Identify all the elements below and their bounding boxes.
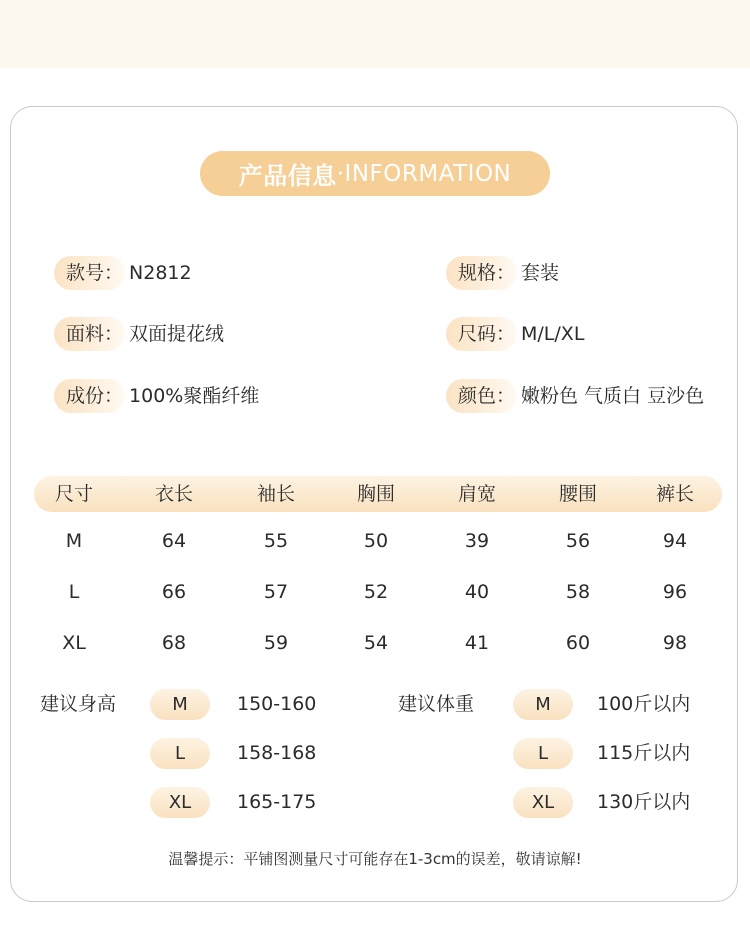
table-cell: 54 (363, 632, 389, 654)
table-cell: 60 (565, 632, 591, 654)
recommended-weight-label: 建议体重 (398, 693, 475, 715)
table-cell: 52 (363, 581, 389, 603)
table-cell: 96 (662, 581, 688, 603)
table-cell: 94 (662, 530, 688, 552)
table-cell: 40 (464, 581, 490, 603)
table-cell: XL (62, 632, 86, 654)
info-label: 尺码： (446, 317, 517, 351)
weight-range: 130斤以内 (597, 791, 691, 813)
info-label: 规格： (446, 256, 517, 290)
table-header-cell: 袖长 (256, 483, 295, 505)
size-pill: L (150, 738, 210, 769)
table-cell: 55 (263, 530, 289, 552)
info-item-composition (54, 379, 259, 413)
info-value: N2812 (129, 262, 192, 284)
table-header-cell: 尺寸 (54, 483, 93, 505)
table-header-cell: 胸围 (356, 483, 395, 505)
info-label: 颜色： (446, 379, 517, 413)
weight-range: 115斤以内 (597, 742, 691, 764)
info-item-fabric (54, 317, 224, 351)
info-value: M/L/XL (521, 323, 585, 345)
height-range: 165-175 (237, 791, 317, 813)
size-pill: M (150, 689, 210, 720)
info-item-style-number (54, 256, 192, 290)
table-cell: M (65, 530, 83, 552)
table-cell: 50 (363, 530, 389, 552)
table-cell: 39 (464, 530, 490, 552)
weight-range: 100斤以内 (597, 693, 691, 715)
title-english: INFORMATION (344, 160, 512, 187)
section-title (200, 151, 550, 196)
info-value: 嫩粉色 气质白 豆沙色 (521, 385, 705, 407)
table-cell: 68 (161, 632, 187, 654)
table-header-cell: 腰围 (558, 483, 597, 505)
size-pill: L (513, 738, 573, 769)
info-value: 双面提花绒 (129, 323, 225, 345)
height-range: 150-160 (237, 693, 317, 715)
table-cell: 57 (263, 581, 289, 603)
info-item-sizes (446, 317, 584, 351)
top-banner-band (0, 0, 750, 68)
title-separator: · (336, 160, 345, 187)
info-value: 100%聚酯纤维 (129, 385, 260, 407)
info-value: 套装 (521, 262, 560, 284)
size-pill: XL (513, 787, 573, 818)
info-item-spec (446, 256, 559, 290)
measurement-note: 温馨提示：平铺图测量尺寸可能存在1-3cm的误差，敬请谅解! (168, 850, 582, 868)
table-cell: 64 (161, 530, 187, 552)
table-cell: 59 (263, 632, 289, 654)
table-cell: 41 (464, 632, 490, 654)
title-chinese: 产品信息 (238, 162, 337, 190)
info-label: 面料： (54, 317, 125, 351)
size-pill: XL (150, 787, 210, 818)
table-cell: 56 (565, 530, 591, 552)
height-range: 158-168 (237, 742, 317, 764)
table-cell: 58 (565, 581, 591, 603)
info-label: 款号： (54, 256, 125, 290)
table-header-cell: 衣长 (154, 483, 193, 505)
info-item-colors (446, 379, 704, 413)
table-cell: 66 (161, 581, 187, 603)
recommended-height-label: 建议身高 (40, 693, 117, 715)
size-pill: M (513, 689, 573, 720)
table-header-cell: 裤长 (655, 483, 694, 505)
info-label: 成份： (54, 379, 125, 413)
table-header-cell: 肩宽 (457, 483, 496, 505)
table-cell: L (68, 581, 80, 603)
table-cell: 98 (662, 632, 688, 654)
